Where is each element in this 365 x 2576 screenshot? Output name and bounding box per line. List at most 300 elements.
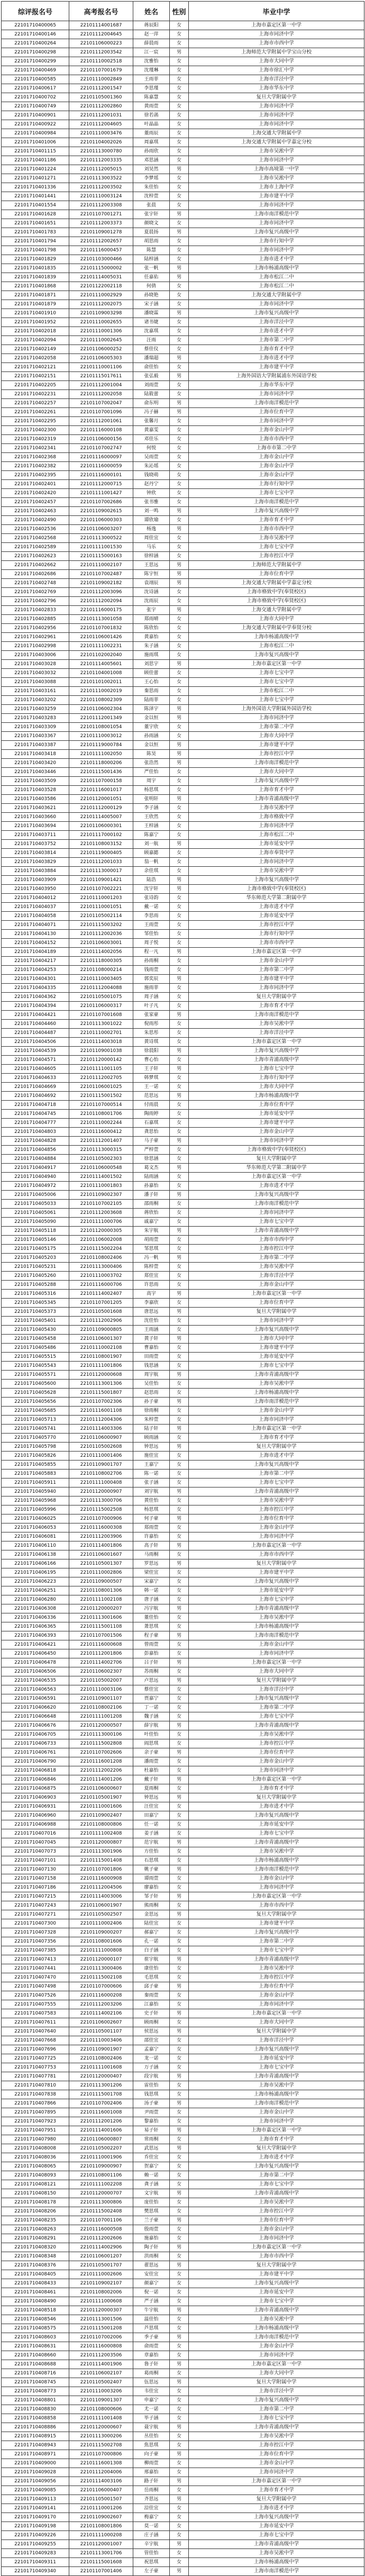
- gender-cell: 女: [170, 1344, 189, 1353]
- name-cell: 李思瑾: [133, 84, 170, 93]
- gaokao-number-cell: 22101113001058: [69, 615, 133, 624]
- gaokao-number-cell: 22101115001408: [69, 1856, 133, 1865]
- gaokao-number-cell: 22101106000303: [69, 516, 133, 525]
- table-row: [2, 462, 364, 471]
- gaokao-number-cell: 22101113001706: [69, 2549, 133, 2558]
- gaokao-number-cell: 22101115000163: [69, 552, 133, 561]
- gender-cell: 女: [170, 480, 189, 489]
- registration-number-cell: 22101710408801: [2, 2396, 69, 2405]
- gaokao-number-cell: 22101120001051: [69, 795, 133, 804]
- school-cell: 上海市大同中学: [189, 1667, 364, 1676]
- registration-number-cell: 22101710405260: [2, 1272, 69, 1281]
- school-cell: 上海市青浦高级中学: [189, 2423, 364, 2432]
- gender-cell: 男: [170, 2477, 189, 2486]
- table-row: [2, 921, 364, 930]
- registration-number-cell: 22101710407696: [2, 2045, 69, 2054]
- gender-cell: 女: [170, 1020, 189, 1029]
- registration-number-cell: 22101710408263: [2, 2225, 69, 2234]
- registration-number-cell: 22101710405543: [2, 1362, 69, 1371]
- gaokao-number-cell: 22101110002929: [69, 291, 133, 300]
- gender-cell: 女: [170, 2270, 189, 2279]
- table-row: [2, 435, 364, 444]
- table-row: [2, 201, 364, 210]
- registration-number-cell: 22101710402536: [2, 525, 69, 534]
- school-cell: 上海市育才中学: [189, 2135, 364, 2144]
- registration-number-cell: 22101710401829: [2, 255, 69, 264]
- name-cell: 颜嘉宁: [133, 2279, 170, 2288]
- registration-number-cell: 22101710404745: [2, 1110, 69, 1119]
- school-cell: 上海市高境第一中学: [189, 165, 364, 174]
- school-cell: 上海市第二中学: [189, 1470, 364, 1479]
- gender-cell: 女: [170, 732, 189, 741]
- gender-cell: 女: [170, 1461, 189, 1470]
- school-cell: 上海市嘉定区第一中学: [189, 1658, 364, 1667]
- school-cell: 上海市第二中学: [189, 2405, 364, 2414]
- gaokao-number-cell: 22101106001607: [69, 1550, 133, 1559]
- school-cell: 复旦大学附属中学: [189, 1559, 364, 1568]
- name-cell: 陶子轩: [133, 2243, 170, 2252]
- gaokao-number-cell: 22101106003207: [69, 525, 133, 534]
- table-row: [2, 174, 364, 183]
- gender-cell: 女: [170, 1613, 189, 1622]
- table-row: [2, 2405, 364, 2414]
- table-row: [2, 1362, 364, 1371]
- school-cell: 上海市复兴高级中学: [189, 309, 364, 318]
- table-row: [2, 534, 364, 543]
- gender-cell: 男: [170, 2450, 189, 2459]
- name-cell: 卢思远: [133, 1676, 170, 1685]
- name-cell: 汤子豪: [133, 2099, 170, 2108]
- school-cell: 上海市复兴高级中学: [189, 2513, 364, 2522]
- table-row: [2, 2369, 364, 2378]
- table-row: [2, 2000, 364, 2009]
- table-row: [2, 714, 364, 723]
- table-row: [2, 2225, 364, 2234]
- gaokao-number-cell: 22101120000207: [69, 1604, 133, 1613]
- table-row: [2, 1353, 364, 1362]
- gaokao-number-cell: 22101114001206: [69, 1775, 133, 1784]
- gaokao-number-cell: 22101111002108: [69, 1595, 133, 1604]
- gender-cell: 男: [170, 714, 189, 723]
- registration-number-cell: 22101710402956: [2, 624, 69, 633]
- gender-cell: 女: [170, 516, 189, 525]
- name-cell: 文宇航: [133, 2189, 170, 2198]
- school-cell: 上海市位育中学: [189, 2450, 364, 2459]
- name-cell: 张诗韵: [133, 894, 170, 903]
- gaokao-number-cell: 22101109000507: [69, 1577, 133, 1586]
- gender-cell: 女: [170, 219, 189, 228]
- gender-cell: 女: [170, 2504, 189, 2513]
- school-cell: 上海市嘉定区第一中学: [189, 948, 364, 957]
- registration-number-cell: 22101710402151: [2, 372, 69, 381]
- name-cell: 胡雨萱: [133, 1236, 170, 1245]
- name-cell: 陈梓萱: [133, 1263, 170, 1272]
- gaokao-number-cell: 22101110002518: [69, 57, 133, 66]
- table-row: [2, 1038, 364, 1047]
- name-cell: 付雨晨: [133, 1101, 170, 1110]
- school-cell: 复旦大学附属中学: [189, 2495, 364, 2504]
- gaokao-number-cell: 22101111000208: [69, 2531, 133, 2540]
- registration-number-cell: 22101710401798: [2, 246, 69, 255]
- name-cell: 王思远: [133, 561, 170, 570]
- gender-cell: 女: [170, 1946, 189, 1955]
- name-cell: 沿佳宜: [133, 2504, 170, 2513]
- school-cell: 复旦大学附属中学: [189, 1910, 364, 1919]
- gender-cell: 男: [170, 1398, 189, 1407]
- registration-number-cell: 22101710406365: [2, 1622, 69, 1631]
- gender-cell: 男: [170, 2216, 189, 2225]
- gaokao-number-cell: 22101107001271: [69, 210, 133, 219]
- gender-cell: 男: [170, 705, 189, 714]
- registration-number-cell: 22101710402686: [2, 570, 69, 579]
- gender-cell: 女: [170, 291, 189, 300]
- name-cell: 潘晓霖: [133, 309, 170, 318]
- registration-number-cell: 22101710406251: [2, 1586, 69, 1595]
- gaokao-number-cell: 22101110002645: [69, 336, 133, 345]
- registration-number-cell: 22101710403509: [2, 777, 69, 786]
- school-cell: 上海市同济中学: [189, 300, 364, 309]
- school-cell: 上海市延安中学: [189, 1820, 364, 1829]
- gaokao-number-cell: 22101116000175: [69, 606, 133, 615]
- gaokao-number-cell: 22101120001007: [69, 2540, 133, 2549]
- gender-cell: 女: [170, 1667, 189, 1676]
- table-row: [2, 1523, 364, 1532]
- gaokao-number-cell: 22101116000208: [69, 1991, 133, 2000]
- school-cell: 上海市洋泾中学: [189, 318, 364, 327]
- gaokao-number-cell: 22101103000466: [69, 255, 133, 264]
- gaokao-number-cell: 22101106002607: [69, 2018, 133, 2027]
- gender-cell: 女: [170, 1263, 189, 1272]
- gender-cell: 男: [170, 2243, 189, 2252]
- name-cell: 顾佳蕾: [133, 669, 170, 678]
- gaokao-number-cell: 22101116000059: [69, 462, 133, 471]
- gender-cell: 男: [170, 1631, 189, 1640]
- registration-number-cell: 22101710406648: [2, 1712, 69, 1721]
- registration-number-cell: 22101710401871: [2, 291, 69, 300]
- gender-cell: 女: [170, 1784, 189, 1793]
- table-row: [2, 471, 364, 480]
- gender-cell: 女: [170, 912, 189, 921]
- table-row: [2, 1092, 364, 1101]
- registration-number-cell: 22101710400299: [2, 57, 69, 66]
- table-row: [2, 192, 364, 201]
- gender-cell: 女: [170, 894, 189, 903]
- registration-number-cell: 22101710408745: [2, 2378, 69, 2387]
- name-cell: 朱佳怡: [133, 183, 170, 192]
- gender-cell: 女: [170, 435, 189, 444]
- name-cell: 祝思琪: [133, 2558, 170, 2567]
- table-row: [2, 1703, 364, 1712]
- name-cell: 蒋欣怡: [133, 1209, 170, 1218]
- table-row: [2, 1434, 364, 1443]
- school-cell: 上海市复兴高级中学: [189, 2279, 364, 2288]
- name-cell: 吴雨萱: [133, 453, 170, 462]
- registration-number-cell: 22101710408206: [2, 2207, 69, 2216]
- school-cell: 上海市控江中学: [189, 1739, 364, 1748]
- gaokao-number-cell: 22101113000522: [69, 534, 133, 543]
- gaokao-number-cell: 22101112002906: [69, 1317, 133, 1326]
- name-cell: 谭雨萱: [133, 1874, 170, 1883]
- gaokao-number-cell: 22101115017611: [69, 372, 133, 381]
- registration-number-cell: 22101710404460: [2, 1020, 69, 1029]
- school-cell: 上海市嘉定区第一中学: [189, 2126, 364, 2135]
- school-cell: 上海市七宝中学: [189, 2063, 364, 2072]
- registration-number-cell: 22101710407073: [2, 1847, 69, 1856]
- name-cell: 周宇航: [133, 1371, 170, 1380]
- table-row: [2, 1020, 364, 1029]
- school-cell: 上海市延安中学: [189, 2288, 364, 2297]
- gaokao-number-cell: 22101111002050: [69, 750, 133, 759]
- name-cell: 何倩: [133, 282, 170, 291]
- gaokao-number-cell: 22101112001547: [69, 84, 133, 93]
- gender-cell: 男: [170, 1137, 189, 1146]
- table-row: [2, 2144, 364, 2153]
- gaokao-number-cell: 22101107001406: [69, 2567, 133, 2576]
- table-row: [2, 1191, 364, 1200]
- gaokao-number-cell: 22101115001502: [69, 1092, 133, 1101]
- gaokao-number-cell: 22101107002606: [69, 1748, 133, 1757]
- school-cell: 上海市嘉定区第一中学: [189, 21, 364, 30]
- gender-cell: 女: [170, 651, 189, 660]
- table-row: [2, 1568, 364, 1577]
- table-row: [2, 741, 364, 750]
- table-row: [2, 219, 364, 228]
- registration-number-cell: 22101710408178: [2, 2198, 69, 2207]
- name-cell: 徐若菡: [133, 111, 170, 120]
- table-row: [2, 1649, 364, 1658]
- school-cell: 上海市南洋模范中学: [189, 759, 364, 768]
- school-cell: 上海市南洋模范中学: [189, 1631, 364, 1640]
- table-row: [2, 1856, 364, 1865]
- gaokao-number-cell: 22101120000142: [69, 1056, 133, 1065]
- gaokao-number-cell: 22101112001033: [69, 858, 133, 867]
- table-row: [2, 2504, 364, 2513]
- gaokao-number-cell: 22101112003373: [69, 219, 133, 228]
- school-cell: 上海市行知中学: [189, 237, 364, 246]
- gaokao-number-cell: 22101115001208: [69, 2324, 133, 2333]
- registration-number-cell: 22101710409198: [2, 2522, 69, 2531]
- name-cell: 王一诺: [133, 1083, 170, 1092]
- table-row: [2, 2270, 364, 2279]
- registration-number-cell: 22101710404571: [2, 1056, 69, 1065]
- gender-cell: 男: [170, 228, 189, 237]
- gender-cell: 男: [170, 2261, 189, 2270]
- school-cell: 上海市金山中学: [189, 1757, 364, 1766]
- name-cell: 吴佳怡: [133, 1380, 170, 1389]
- column-header-gaokao-number: 高考报名号: [69, 2, 133, 21]
- gender-cell: 女: [170, 2153, 189, 2162]
- school-cell: 上海市市西中学: [189, 435, 364, 444]
- name-cell: 孙雨欣: [133, 147, 170, 156]
- table-row: [2, 1452, 364, 1461]
- name-cell: 安佳宜: [133, 2270, 170, 2279]
- name-cell: 丁一诺: [133, 1703, 170, 1712]
- school-cell: 复旦大学附属中学: [189, 93, 364, 102]
- registration-number-cell: 22101710407838: [2, 2090, 69, 2099]
- name-cell: 刘宇航: [133, 1487, 170, 1496]
- school-cell: 上海市建平中学: [189, 741, 364, 750]
- gaokao-number-cell: 22101112002705: [69, 1074, 133, 1083]
- table-row: [2, 2234, 364, 2243]
- column-header-gender: 性别: [170, 2, 189, 21]
- gaokao-number-cell: 22101111001608: [69, 2063, 133, 2072]
- registration-number-cell: 22101710408291: [2, 2234, 69, 2243]
- gaokao-number-cell: 22101112001061: [69, 417, 133, 426]
- gaokao-number-cell: 22101110002606: [69, 2270, 133, 2279]
- gaokao-number-cell: 22101107000158: [69, 777, 133, 786]
- name-cell: 王雨涵: [133, 1326, 170, 1335]
- school-cell: 上海市南洋模范中学: [189, 1865, 364, 1874]
- name-cell: 尤一诺: [133, 2405, 170, 2414]
- gender-cell: 女: [170, 453, 189, 462]
- table-row: [2, 1532, 364, 1541]
- school-cell: 上海市建平中学: [189, 1919, 364, 1928]
- gender-cell: 女: [170, 1919, 189, 1928]
- name-cell: 石嘉琪: [133, 1119, 170, 1128]
- gaokao-number-cell: 22101115001807: [69, 1389, 133, 1398]
- name-cell: 邵雨桐: [133, 1200, 170, 1209]
- gender-cell: 男: [170, 1658, 189, 1667]
- gaokao-number-cell: 22101116001017: [69, 786, 133, 795]
- table-row: [2, 2495, 364, 2504]
- registration-number-cell: 22101710404917: [2, 1164, 69, 1173]
- table-row: [2, 570, 364, 579]
- school-cell: 华东师范大学第二附属中学: [189, 1164, 364, 1173]
- school-cell: 上海市青浦高级中学: [189, 1955, 364, 1964]
- table-row: [2, 2306, 364, 2315]
- table-row: [2, 2261, 364, 2270]
- gender-cell: 女: [170, 345, 189, 354]
- name-cell: 邓思涵: [133, 156, 170, 165]
- gender-cell: 女: [170, 2054, 189, 2063]
- gender-cell: 女: [170, 2198, 189, 2207]
- table-row: [2, 1928, 364, 1937]
- name-cell: 乔佳宜: [133, 2153, 170, 2162]
- gaokao-number-cell: 22101106001307: [69, 1335, 133, 1344]
- registration-number-cell: 22101710404487: [2, 1029, 69, 1038]
- registration-number-cell: 22101710403259: [2, 705, 69, 714]
- gaokao-number-cell: 22101110003405: [69, 975, 133, 984]
- gaokao-number-cell: 22101105001608: [69, 1308, 133, 1317]
- gaokao-number-cell: 22101105002114: [69, 912, 133, 921]
- registration-number-cell: 22101710404972: [2, 1182, 69, 1191]
- gaokao-number-cell: 22101111000808: [69, 1946, 133, 1955]
- table-row: [2, 1065, 364, 1074]
- name-cell: 刘雨萱: [133, 381, 170, 390]
- gender-cell: 女: [170, 1452, 189, 1461]
- school-cell: 上海市松江二中: [189, 273, 364, 282]
- gaokao-number-cell: 22101115002408: [69, 2207, 133, 2216]
- gaokao-number-cell: 22101115001108: [69, 1622, 133, 1631]
- table-row: [2, 642, 364, 651]
- table-row: [2, 1595, 364, 1604]
- registration-number-cell: 22101710406393: [2, 1631, 69, 1640]
- name-cell: 戴子轩: [133, 1775, 170, 1784]
- table-row: [2, 2036, 364, 2045]
- name-cell: 薛晨雨: [133, 39, 170, 48]
- table-row: [2, 2459, 364, 2468]
- gaokao-number-cell: 22101114002407: [69, 1290, 133, 1299]
- table-row: [2, 57, 364, 66]
- registration-number-cell: 22101710407186: [2, 1883, 69, 1892]
- gender-cell: 女: [170, 1712, 189, 1721]
- gaokao-number-cell: 22101109002607: [69, 2513, 133, 2522]
- gaokao-number-cell: 22101111002208: [69, 2180, 133, 2189]
- name-cell: 叶子凡: [133, 1002, 170, 1011]
- gaokao-number-cell: 22101120000407: [69, 2072, 133, 2081]
- registration-number-cell: 22101710408235: [2, 2216, 69, 2225]
- gender-cell: 女: [170, 1640, 189, 1649]
- registration-number-cell: 22101710400617: [2, 84, 69, 93]
- registration-number-cell: 22101710406336: [2, 1613, 69, 1622]
- table-row: [2, 354, 364, 363]
- gaokao-number-cell: 22101107002306: [69, 1398, 133, 1407]
- registration-number-cell: 22101710405826: [2, 1452, 69, 1461]
- gender-cell: 男: [170, 2189, 189, 2198]
- gaokao-number-cell: 22101107001506: [69, 1631, 133, 1640]
- registration-number-cell: 22101710405685: [2, 1407, 69, 1416]
- school-cell: 上海市延安中学: [189, 912, 364, 921]
- registration-number-cell: 22101710406308: [2, 1604, 69, 1613]
- table-row: [2, 2549, 364, 2558]
- name-cell: 王欣然: [133, 813, 170, 822]
- school-cell: 上海市同济中学: [189, 822, 364, 831]
- gender-cell: 男: [170, 309, 189, 318]
- registration-number-cell: 22101710402300: [2, 426, 69, 435]
- gender-cell: 女: [170, 2387, 189, 2396]
- registration-number-cell: 22101710401554: [2, 201, 69, 210]
- school-cell: 上海市杨浦高级中学: [189, 1856, 364, 1865]
- registration-number-cell: 22101710403950: [2, 885, 69, 894]
- gender-cell: 女: [170, 813, 189, 822]
- gaokao-number-cell: 22101117000102: [69, 831, 133, 840]
- gender-cell: 女: [170, 1577, 189, 1586]
- school-cell: 上海市南洋模范中学: [189, 2099, 364, 2108]
- gaokao-number-cell: 22101111001208: [69, 1712, 133, 1721]
- gaokao-number-cell: 22101112003502: [69, 183, 133, 192]
- gender-cell: 女: [170, 2234, 189, 2243]
- table-row: [2, 2279, 364, 2288]
- table-row: [2, 1389, 364, 1398]
- table-row: [2, 138, 364, 147]
- name-cell: 杨逸: [133, 525, 170, 534]
- school-cell: 上海市青浦高级中学: [189, 2540, 364, 2549]
- school-cell: 复旦大学附属中学: [189, 2261, 364, 2270]
- registration-number-cell: 22101710405231: [2, 1263, 69, 1272]
- gaokao-number-cell: 22101120000807: [69, 1838, 133, 1847]
- school-cell: 复旦大学附属中学: [189, 1443, 364, 1452]
- gaokao-number-cell: 22101115000002: [69, 264, 133, 273]
- school-cell: 上海市进才中学: [189, 2153, 364, 2162]
- registration-number-cell: 22101710404777: [2, 1119, 69, 1128]
- registration-number-cell: 22101710402121: [2, 363, 69, 372]
- registration-number-cell: 22101710405770: [2, 1434, 69, 1443]
- name-cell: 赵思雨: [133, 1389, 170, 1398]
- name-cell: 沈嘉琪: [133, 327, 170, 336]
- table-row: [2, 2045, 364, 2054]
- school-cell: 上海市吴淞中学: [189, 1496, 364, 1505]
- gaokao-number-cell: 22101105002608: [69, 1443, 133, 1452]
- registration-number-cell: 22101710406081: [2, 1532, 69, 1541]
- school-cell: 上海市南洋模范中学: [189, 1200, 364, 1209]
- gender-cell: 男: [170, 1892, 189, 1901]
- gaokao-number-cell: 22101113000706: [69, 1496, 133, 1505]
- table-row: [2, 876, 364, 885]
- name-cell: 陆梓涵: [133, 255, 170, 264]
- name-cell: 罗思远: [133, 1559, 170, 1568]
- school-cell: 上海市延安中学: [189, 1586, 364, 1595]
- gender-cell: 女: [170, 2549, 189, 2558]
